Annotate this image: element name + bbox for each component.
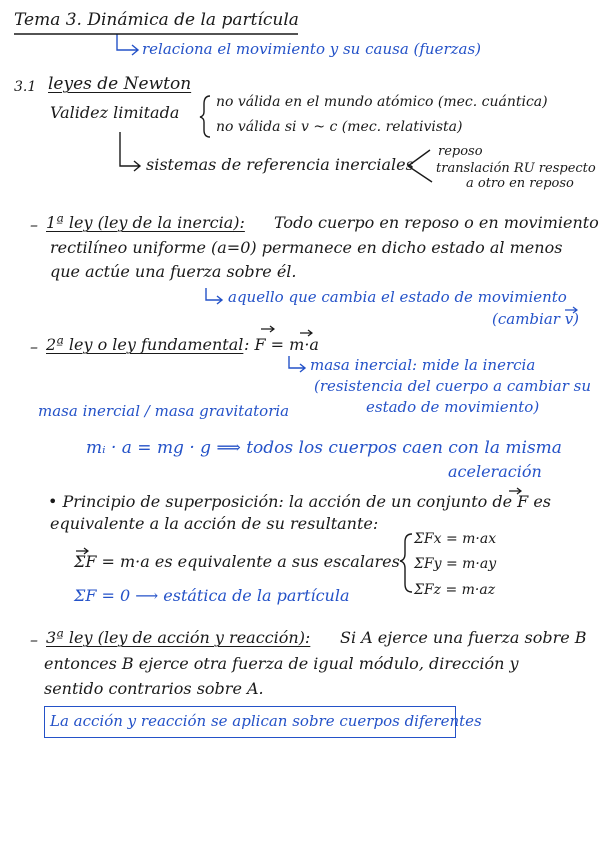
force-component: ΣFx = m·ax (414, 531, 497, 547)
law1-note-line: aquello que cambia el estado de movimiento (228, 288, 567, 306)
equation-line: aceleración (448, 462, 542, 481)
vector-arrow-F-law2 (261, 326, 274, 332)
brace-validity (200, 96, 210, 137)
force-component: ΣFz = m·az (414, 582, 496, 598)
law3-text-line: entonces B ejerce otra fuerza de igual módulo, dirección y (44, 654, 519, 673)
arrow-law2-note (289, 356, 305, 372)
law1-text-line: rectilíneo uniforme (a=0) permanece en dicho estado al menos (50, 238, 563, 257)
statics-line: ΣF = 0 ⟶ estática de la partícula (74, 586, 350, 605)
law2-note-line: (resistencia del cuerpo a cambiar su (314, 377, 592, 395)
law3-summary-text: La acción y reacción se aplican sobre cuerpos diferentes (50, 712, 482, 730)
frames-item: translación RU respecto (436, 161, 596, 176)
law2-note-line: estado de movimiento) (366, 398, 540, 416)
arrow-law1-note (206, 288, 222, 304)
law2-formula: : F = m·a (244, 335, 319, 354)
equation-line: mᵢ · a = m𝑔 · g ⟹ todos los cuerpos caen con la misma (86, 438, 562, 458)
title-note: relaciona el movimiento y su causa (fuerzas) (142, 40, 482, 58)
section-number: 3.1 (14, 79, 37, 95)
superposition-equivalence: ΣF = m·a es equivalente a sus escalares (74, 552, 400, 571)
law1-title: 1ª ley (ley de la inercia): (46, 213, 245, 232)
law2-title: 2ª ley o ley fundamental (46, 335, 244, 354)
law1-text-line: que actúe una fuerza sobre él. (50, 262, 297, 281)
force-component: ΣFy = m·ay (414, 556, 497, 572)
frames-item: a otro en reposo (466, 176, 574, 191)
frames-item: reposo (438, 144, 483, 159)
superposition-line: equivalente a la acción de su resultante: (50, 514, 379, 533)
superposition-line: • Principio de superposición: la acción de un conjunto de F es (48, 492, 551, 511)
law3-text-line: Si A ejerce una fuerza sobre B (340, 628, 587, 647)
section-heading: leyes de Newton (48, 74, 192, 94)
law3-title: 3ª ley (ley de acción y reacción): (46, 628, 311, 647)
law1-note-line: (cambiar v) (492, 310, 580, 328)
law2-note-line: masa inercial: mide la inercia (310, 356, 536, 374)
validity-label: Validez limitada (50, 103, 180, 122)
law1-text-line: Todo cuerpo en reposo o en movimiento (274, 213, 599, 232)
law3-text-line: sentido contrarios sobre A. (44, 679, 264, 698)
brace-components (400, 534, 412, 592)
validity-item: no válida en el mundo atómico (mec. cuántica) (216, 94, 548, 110)
law2-bullet: – (30, 337, 38, 356)
frames-label: sistemas de referencia inerciales (146, 155, 414, 174)
arrow-frames (120, 132, 140, 171)
validity-item: no válida si v ~ c (mec. relativista) (216, 119, 463, 135)
arrow-title-note (117, 34, 138, 55)
law3-bullet: – (30, 630, 38, 649)
law1-bullet: – (30, 215, 38, 234)
mass-line: masa inercial / masa gravitatoria (38, 402, 290, 420)
page-title: Tema 3. Dinámica de la partícula (14, 10, 299, 30)
